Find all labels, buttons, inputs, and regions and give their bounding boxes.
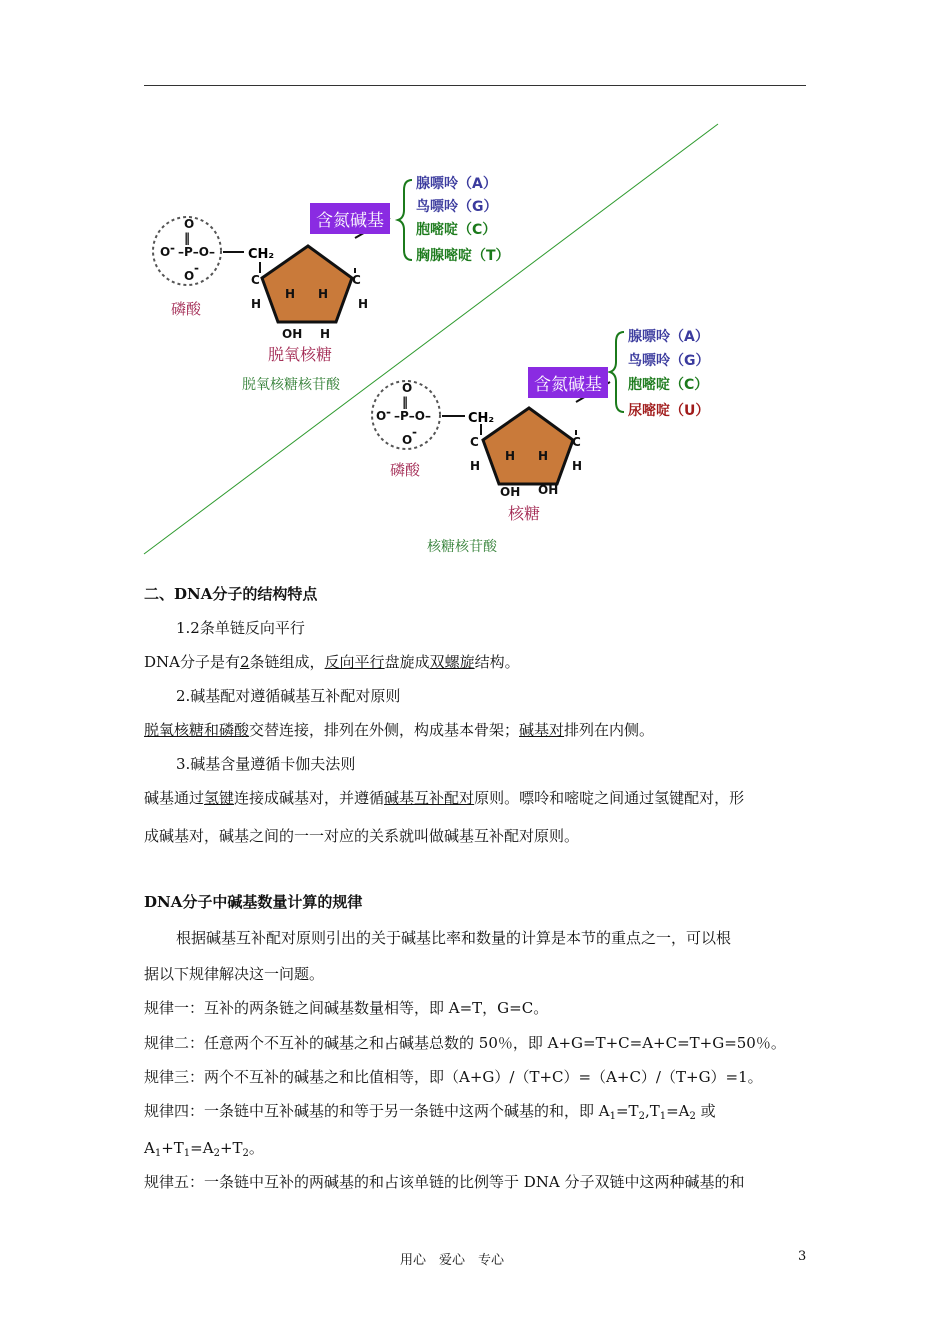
phosphate-label-top: 磷酸: [171, 300, 202, 318]
svg-text:C: C: [352, 273, 361, 287]
point2-text: 脱氧核糖和磷酸交替连接，排列在外侧，构成基本骨架；碱基对排列在内侧。: [144, 721, 655, 739]
sugar-pentagon-bottom: [483, 408, 573, 484]
svg-text:O: O: [184, 269, 195, 283]
svg-text:C: C: [251, 273, 260, 287]
svg-text:H: H: [285, 287, 296, 301]
svg-text:OH: OH: [282, 327, 303, 341]
svg-text:-: -: [194, 261, 199, 275]
svg-text:H: H: [318, 287, 329, 301]
intro-line1: 根据碱基互补配对原则引出的关于碱基比率和数量的计算是本节的重点之一，可以根: [176, 929, 732, 947]
svg-text:H: H: [358, 297, 369, 311]
svg-text:H: H: [320, 327, 331, 341]
brace-bottom: [610, 332, 624, 412]
rule-1: 规律一：互补的两条链之间碱基数量相等，即 A=T，G=C。: [144, 999, 549, 1017]
svg-text:-: -: [170, 241, 175, 255]
base-a-top: 腺嘌呤（A）: [416, 176, 497, 192]
svg-text:H: H: [470, 459, 481, 473]
page-number: 3: [798, 1249, 807, 1264]
point1-title: 1.2条单链反向平行: [176, 619, 305, 637]
sugar-label-top: 脱氧核糖: [268, 345, 333, 364]
svg-text:O: O: [376, 409, 387, 423]
brace-top: [398, 180, 412, 260]
svg-text:-: -: [386, 405, 391, 419]
svg-text:–P–O–: –P–O–: [178, 245, 215, 259]
phosphate-atoms-top: [160, 217, 215, 283]
svg-text:‖: ‖: [402, 395, 408, 409]
caption-bottom: 核糖核苷酸: [427, 539, 497, 555]
heading-structure: 二、DNA分子的结构特点: [144, 585, 318, 603]
sugar-label-bottom: 核糖: [508, 504, 541, 523]
ch2-top: CH₂: [248, 247, 275, 262]
footer-motto: 用心 爱心 专心: [400, 1253, 505, 1268]
phosphate-label-bottom: 磷酸: [390, 461, 421, 479]
base-g-top: 鸟嘌呤（G）: [416, 199, 498, 215]
phosphate-atoms-bottom: [376, 381, 431, 447]
rule-5: 规律五：一条链中互补的两碱基的和占该单链的比例等于 DNA 分子双链中这两种碱基的和: [144, 1173, 745, 1191]
svg-text:O: O: [160, 245, 171, 259]
caption-top: 脱氧核糖核苷酸: [242, 377, 340, 393]
sugar-pentagon-top: [262, 246, 352, 322]
nitrogen-base-box-top: 含氮碱基: [310, 203, 390, 234]
rule-4-line1: 规律四：一条链中互补碱基的和等于另一条链中这两个碱基的和，即 $A_1=T_2,T_1=A_2$ 或: [144, 1102, 716, 1122]
svg-text:OH: OH: [500, 485, 521, 499]
point1-text: DNA分子是有2条链组成，反向平行盘旋成双螺旋结构。: [144, 653, 520, 671]
svg-text:H: H: [538, 449, 549, 463]
svg-text:H: H: [251, 297, 262, 311]
nucleotide-figure: [140, 118, 730, 563]
base-c-top: 胞嘧啶（C）: [416, 222, 497, 238]
svg-text:O: O: [402, 381, 413, 395]
svg-text:H: H: [572, 459, 583, 473]
svg-text:-: -: [412, 425, 417, 439]
base-t-top: 胸腺嘧啶（T）: [416, 248, 510, 264]
header-rule: [144, 85, 806, 86]
base-a-bottom: 腺嘌呤（A）: [628, 329, 709, 345]
base-g-bottom: 鸟嘌呤（G）: [628, 353, 710, 369]
rule-3: 规律三：两个不互补的碱基之和比值相等，即（A+G）/（T+C）=（A+C）/（T+G）=1。: [144, 1068, 763, 1086]
ch2-bottom: CH₂: [468, 411, 495, 426]
point3-text-line2: 成碱基对，碱基之间的一一对应的关系就叫做碱基互补配对原则。: [144, 827, 580, 845]
base-u-bottom: 尿嘧啶（U）: [628, 403, 710, 419]
svg-text:O: O: [402, 433, 413, 447]
point3-title: 3.碱基含量遵循卡伽夫法则: [176, 755, 356, 773]
rule-2: 规律二：任意两个不互补的碱基之和占碱基总数的 50％，即 A+G=T+C=A+C=T+G=50％。: [144, 1034, 786, 1052]
svg-text:C: C: [470, 435, 479, 449]
svg-text:–P–O–: –P–O–: [394, 409, 431, 423]
intro-line2: 据以下规律解决这一问题。: [144, 965, 325, 983]
svg-text:OH: OH: [538, 483, 559, 497]
svg-text:H: H: [505, 449, 516, 463]
rule-4-line2: $A_1+T_1=A_2+T_2$。: [144, 1139, 264, 1159]
point3-text-line1: 碱基通过氢键连接成碱基对，并遵循碱基互补配对原则。嘌呤和嘧啶之间通过氢键配对，形: [144, 789, 745, 807]
point2-title: 2.碱基配对遵循碱基互补配对原则: [176, 687, 401, 705]
nitrogen-base-box-bottom: 含氮碱基: [528, 367, 608, 398]
heading-rules: DNA分子中碱基数量计算的规律: [144, 893, 363, 911]
svg-text:C: C: [572, 435, 581, 449]
svg-text:O: O: [184, 217, 195, 231]
base-c-bottom: 胞嘧啶（C）: [628, 377, 709, 393]
svg-text:‖: ‖: [184, 231, 190, 245]
